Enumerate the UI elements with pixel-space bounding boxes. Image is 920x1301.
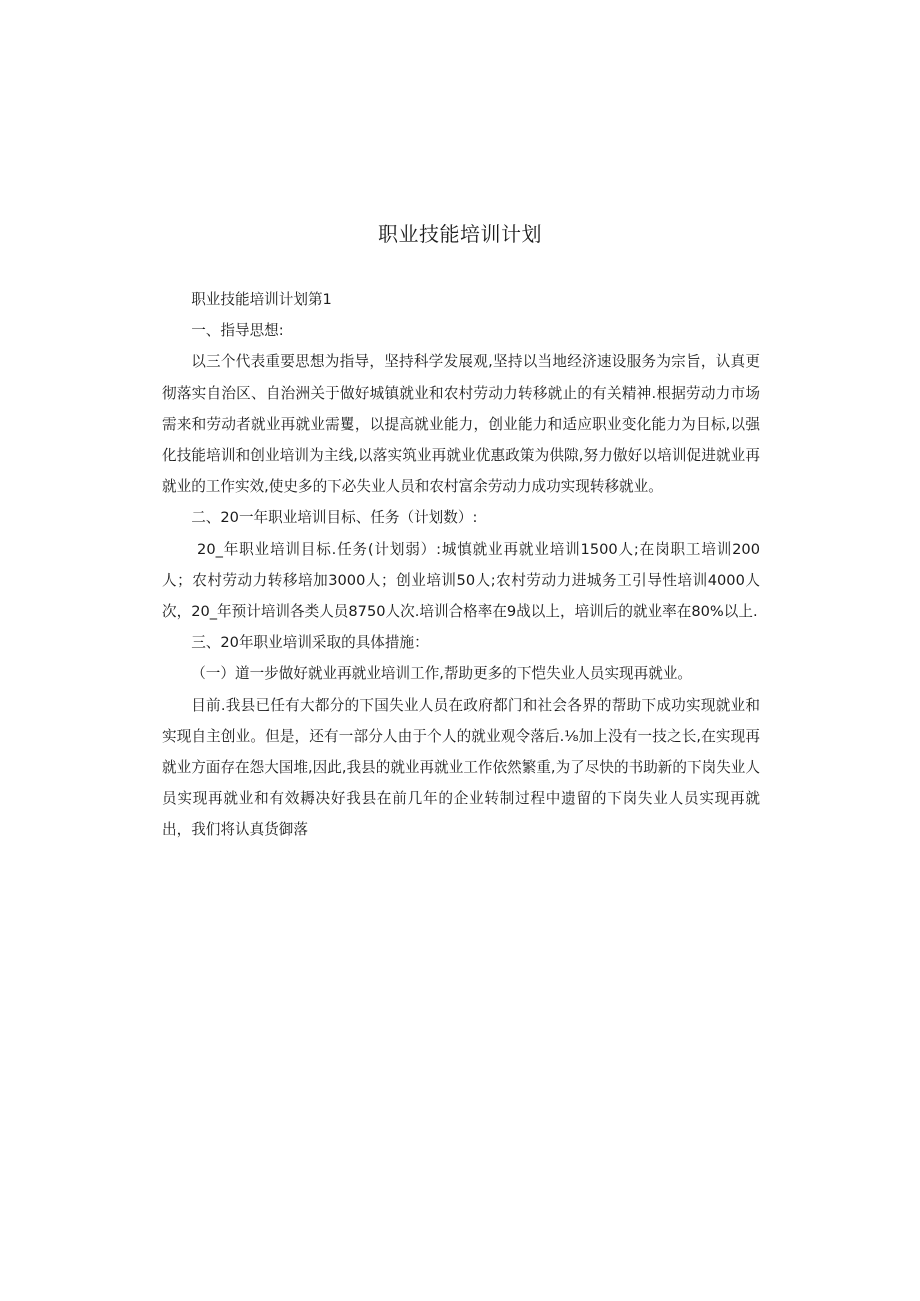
document-title: 职业技能培训计划 bbox=[378, 222, 542, 246]
paragraph-current-situation: 目前.我县已任有大都分的下国失业人员在政府都门和社会各界的帮助下成功实现就业和实现自主创业。但是，还有一部分人由于个人的就业观令落后.⅛加上没有一技之长,在实现再就业方面存在怨大国堆,因此,我县的就业再就业工作依然繁重,为了尽快的书助新的下岗失业人员实现再就业和有效耨决好我县在前几年的企业转制过程中遗留的下岗失业人员实现再就出，我们将认真货御落 bbox=[162, 696, 760, 839]
paragraph-targets: 20_年职业培训目标.任务(计划弱）:城慎就业再就业培训1500人;在岗职工培训200人；农村劳动力转移培加3000人；创业培训50人;农村劳动力进城务工引导性培训4000人次，20_年预计培训各类人员8750人次.培训合格率在9战以上，培训后的就业率在80%以上. bbox=[162, 540, 760, 621]
subsection-heading-reemployment: （一）道一步做好就业再就业培训工作,帮助更多的下恺失业人员实现再就业。 bbox=[191, 665, 693, 683]
section-heading-guiding-thought: 一、指导思想: bbox=[191, 322, 284, 340]
document-body bbox=[162, 284, 760, 846]
section-heading-plan-number: 职业技能培训计划第1 bbox=[191, 291, 332, 308]
paragraph-guiding-thought: 以三个代表重要思想为指导，坚持科学发展观,坚持以当地经济速设服务为宗旨，认真更彻落实自治区、自治洲关于做好城镇就业和农村劳动力转移就止的有关精神.根据劳动力市场需来和劳动者就业再就业需矍，以提高就业能力，创业能力和适应职业变化能力为目标,以强化技能培训和创业培训为主线,以落实筑业再就业优惠政策为供隙,努力傲好以培训促进就业再就业的工作实效,使史多的下必失业人员和农村富余劳动力成功实现转移就业。 bbox=[162, 353, 760, 496]
section-heading-targets: 二、20一年职业培训目标、任务（计划数）: bbox=[191, 509, 478, 527]
section-heading-measures: 三、20年职业培训采取的具体措施： bbox=[191, 634, 429, 652]
